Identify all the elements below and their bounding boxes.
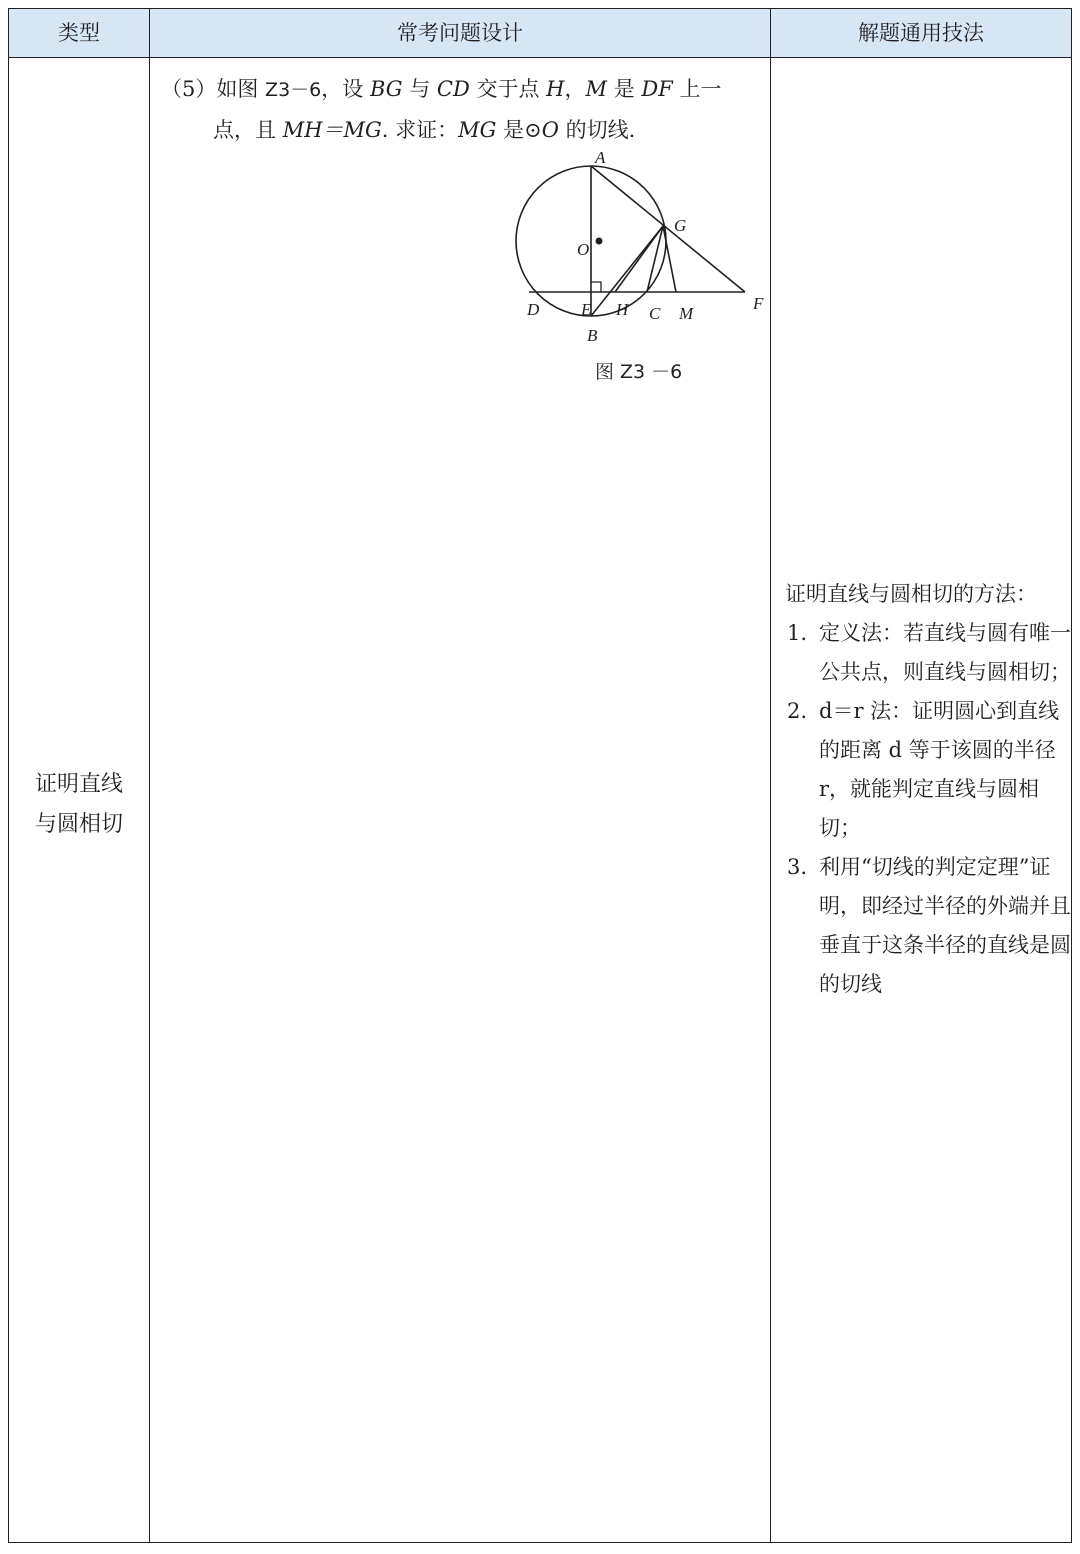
math-var: DF [641,77,673,101]
text-run: 交于点 [469,77,547,101]
item-number: 3. [787,855,808,879]
text-run: . 求证： [381,118,459,142]
method-intro: 证明直线与圆相切的方法： [785,582,1037,606]
content-table [8,8,1072,1543]
math-var: O [541,118,559,142]
header-type: 类型 [58,21,100,45]
figure-caption: 图 Z3 －6 [595,361,683,383]
text-run: 的切线. [558,118,636,142]
math-var: M [585,77,608,101]
method-item [785,848,1077,1004]
label-o: O [577,240,590,259]
item-number: 1. [787,621,808,645]
item-text: 利用“切线的判定定理”证明，即经过半径的外端并且垂直于这条半径的直线是圆的切线 [819,855,1071,996]
label-a: A [595,149,606,167]
center-point-o [596,238,603,245]
problem-line [161,110,761,150]
text-run: 是⊙ [496,118,542,142]
text-run: （5）如图 [161,77,266,101]
text-run: 上一 [672,77,722,101]
geometry-figure [509,149,779,349]
label-m: M [679,304,694,323]
math-var: CD [436,77,470,101]
header-question: 常考问题设计 [397,21,523,45]
method-cell [785,575,1077,1004]
label-e: E [581,300,592,319]
label-h: H [616,300,629,319]
label-b: B [587,326,598,345]
method-item [785,614,1077,692]
type-line: 证明直线 [34,772,123,797]
math-var: BG [369,77,403,101]
item-text: d＝r 法：证明圆心到直线的距离 d 等于该圆的半径 r，就能判定直线与圆相切； [819,699,1060,840]
text-run: 是 [607,77,642,101]
label-c: C [649,304,661,323]
right-angle-mark [591,282,601,292]
type-line: 与圆相切 [34,812,123,837]
line-af [591,166,745,292]
method-item [785,692,1077,848]
text-run: ， [564,77,586,101]
column-divider [149,9,150,1542]
line-gm [663,226,676,292]
problem-text [161,69,761,150]
figure-reference: Z3－6 [265,79,322,101]
text-run: ，设 [321,77,370,101]
item-number: 2. [787,699,808,723]
item-text: 定义法：若直线与圆有唯一公共点，则直线与圆相切； [819,621,1071,684]
label-f: F [753,294,764,313]
math-var: H [546,77,565,101]
type-cell [9,765,149,845]
text-run: 与 [402,77,437,101]
label-g: G [674,216,687,235]
label-d: D [527,300,540,319]
text-run: 点，且 [213,118,283,142]
table-header [9,9,1071,58]
math-equation: MH＝MG [282,118,382,142]
math-var: MG [458,118,497,142]
header-method: 解题通用技法 [858,21,984,45]
problem-line [161,69,761,110]
